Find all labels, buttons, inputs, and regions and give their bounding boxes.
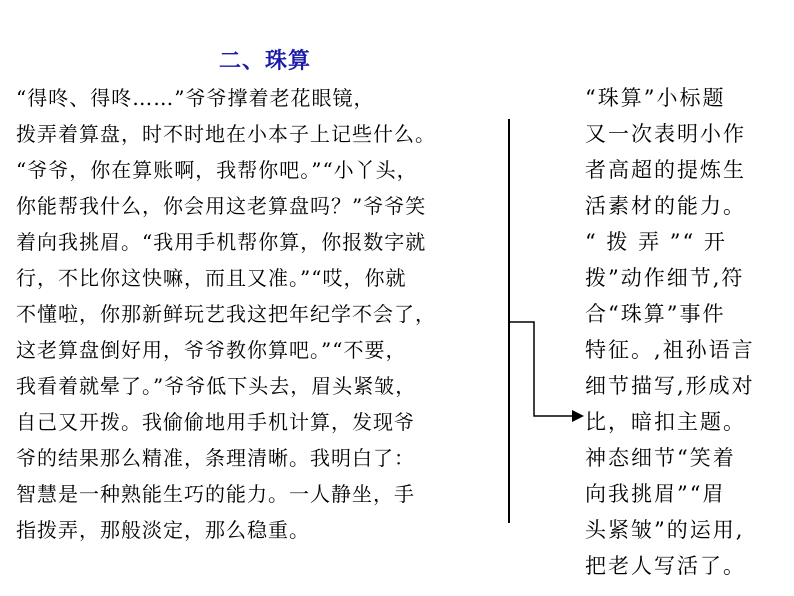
passage-line: 指拨弄，那般淡定，那么稳重。: [16, 518, 310, 542]
comment-line: “珠算”小标题: [585, 86, 726, 110]
passage-line: 智慧是一种熟能生巧的能力。一人静坐，手: [16, 482, 415, 506]
comment-line: 神态细节“笑着: [585, 446, 736, 470]
passage-line: 爷的结果那么精准，条理清晰。我明白了：: [16, 446, 415, 470]
comment-line: 者高超的提炼生: [585, 158, 746, 182]
comment-line: “ 拨 弄 ”“ 开: [585, 230, 727, 254]
commentary-text: [585, 80, 790, 584]
passage-line: 你能帮我什么，你会用这老算盘吗？”爷爷笑: [16, 194, 427, 218]
comment-line: 向我挑眉”“眉: [585, 482, 726, 506]
passage-line: 我看着就晕了。”爷爷低下头去，眉头紧皱，: [16, 374, 417, 398]
passage-line: 这老算盘倒好用，爷爷教你算吧。”“不要，: [16, 338, 407, 362]
passage-line: 自己又开拨。我偷偷地用手机计算，发现爷: [16, 410, 415, 434]
arrow-connector: [506, 310, 586, 430]
comment-line: 又一次表明小作: [585, 122, 746, 146]
passage-line: 着向我挑眉。“我用手机帮你算，你报数字就: [16, 230, 427, 254]
comment-line: 头紧皱”的运用,: [585, 518, 745, 542]
passage-line: 不懂啦，你那新鲜玩艺我这把年纪学不会了，: [16, 302, 436, 326]
passage-line: 行，不比你这快嘛，而且又准。”“哎，你就: [16, 266, 407, 290]
comment-line: 把老人写活了。: [585, 554, 746, 578]
comment-line: 拨”动作细节,符: [585, 266, 745, 290]
comment-line: 活素材的能力。: [585, 194, 746, 218]
passage-line: 拨弄着算盘，时不时地在小本子上记些什么。: [16, 122, 436, 146]
comment-line: 比，暗扣主题。: [585, 410, 746, 434]
comment-line: 细节描写,形成对: [585, 374, 755, 398]
passage-line: “爷爷，你在算账啊，我帮你吧。”“小丫头，: [16, 158, 418, 182]
comment-line: 特征。,祖孙语言: [585, 338, 755, 362]
comment-line: 合“珠算”事件: [585, 302, 726, 326]
passage-text: [16, 80, 494, 548]
section-title: 二、珠算: [218, 49, 311, 74]
passage-line: “得咚、得咚……”爷爷撑着老花眼镜，: [16, 86, 375, 110]
